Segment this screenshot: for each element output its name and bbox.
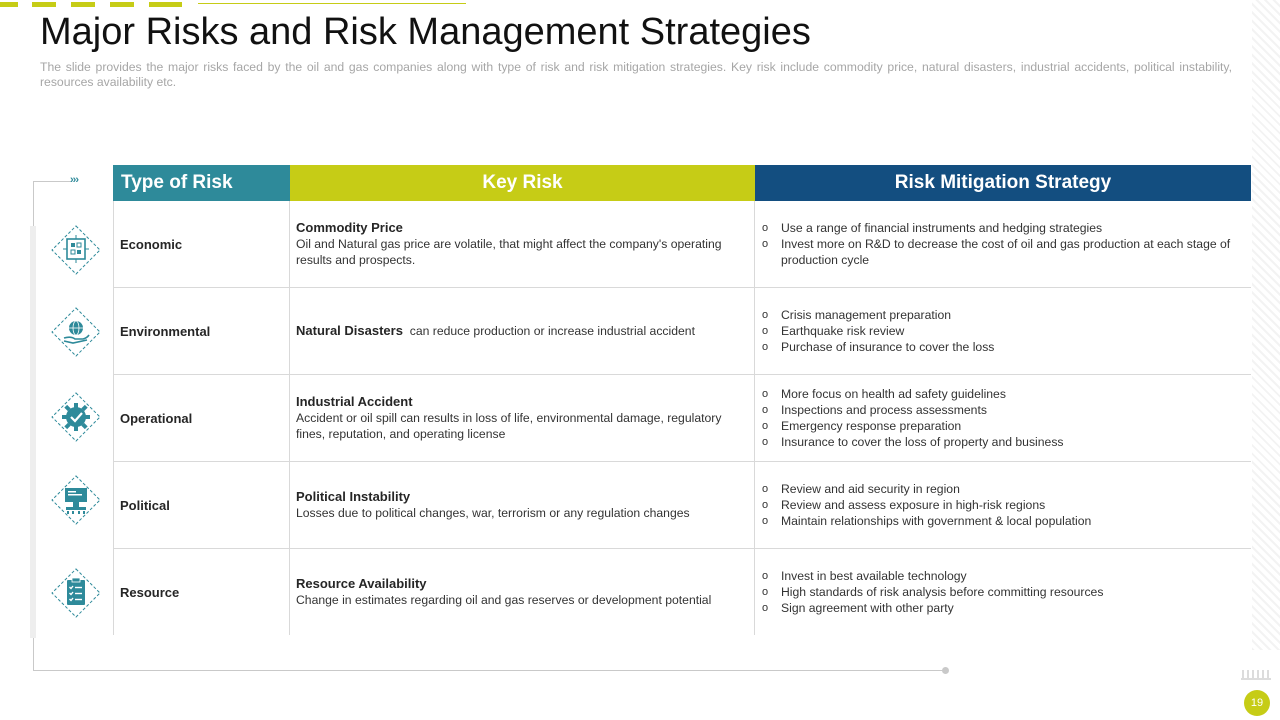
table-row <box>113 375 1251 462</box>
frame-dot <box>942 667 949 674</box>
list-item: o Invest in best available technology <box>762 569 967 583</box>
strategy-text: High standards of risk analysis before committing resources <box>781 585 1104 599</box>
header-key-risk: Key Risk <box>290 165 755 201</box>
list-item: o Inspections and process assessments <box>762 403 987 417</box>
key-risk-description: Change in estimates regarding oil and gas reserves or development potential <box>296 593 712 607</box>
strategy-text: Crisis management preparation <box>781 308 952 322</box>
key-risk-cell <box>290 549 755 635</box>
key-risk-title: Industrial Accident <box>296 394 413 409</box>
strategy-text: Purchase of insurance to cover the loss <box>781 340 995 354</box>
key-risk-cell <box>290 462 755 548</box>
risk-table <box>113 165 1251 635</box>
strategy-text: Inspections and process assessments <box>781 403 987 417</box>
strategy-text: Sign agreement with other party <box>781 601 954 615</box>
key-risk-cell <box>290 288 755 374</box>
checklist-icon <box>51 568 101 618</box>
top-dash <box>32 2 56 7</box>
strategy-text: Earthquake risk review <box>781 324 905 338</box>
header-type-of-risk: Type of Risk <box>113 165 290 201</box>
list-item: o Insurance to cover the loss of property and business <box>762 435 1064 449</box>
strategy-text: Invest in best available technology <box>781 569 967 583</box>
list-item: o Purchase of insurance to cover the loss <box>762 340 995 354</box>
table-row <box>113 288 1251 375</box>
strategy-text: Insurance to cover the loss of property and business <box>781 435 1064 449</box>
footer-decoration <box>1241 668 1271 682</box>
top-dash <box>0 2 18 7</box>
list-item: o Review and aid security in region <box>762 482 960 496</box>
risk-type: Environmental <box>113 288 290 374</box>
risk-type: Economic <box>113 201 290 287</box>
list-item: o High standards of risk analysis before committing resources <box>762 585 1104 599</box>
slide-subtitle: The slide provides the major risks faced by the oil and gas companies along with type of risk and risk mitigation strategies. Key risk include commodity price, natural disasters, industrial accidents, political instability, resources availability etc. <box>40 60 1232 89</box>
key-risk-description: Losses due to political changes, war, terrorism or any regulation changes <box>296 506 690 520</box>
key-risk-description: can reduce production or increase industrial accident <box>409 324 695 338</box>
header-mitigation-strategy: Risk Mitigation Strategy <box>755 165 1251 201</box>
list-item: o Sign agreement with other party <box>762 601 954 615</box>
strategy-text: Use a range of financial instruments and hedging strategies <box>781 221 1103 235</box>
list-item: o Emergency response preparation <box>762 419 962 433</box>
list-item: o Crisis management preparation <box>762 308 952 322</box>
list-item: o Review and assess exposure in high-risk regions <box>762 498 1046 512</box>
strategy-list <box>755 288 1251 374</box>
strategy-text: Review and assess exposure in high-risk regions <box>781 498 1046 512</box>
key-risk-title: Commodity Price <box>296 220 403 235</box>
risk-type: Political <box>113 462 290 548</box>
strategy-list <box>755 549 1251 635</box>
strategy-text: Review and aid security in region <box>781 482 960 496</box>
key-risk-cell <box>290 375 755 461</box>
strategy-text: More focus on health ad safety guidelines <box>781 387 1006 401</box>
top-dash <box>149 2 182 7</box>
key-risk-description: Oil and Natural gas price are volatile, that might affect the company's operating results and prospects. <box>296 237 722 267</box>
key-risk-cell <box>290 201 755 287</box>
chevron-right-icon: ››› <box>70 174 78 186</box>
frame-line <box>33 181 71 182</box>
top-line <box>198 3 466 4</box>
table-row <box>113 462 1251 549</box>
list-item: o Use a range of financial instruments and hedging strategies <box>762 221 1103 235</box>
table-row <box>113 549 1251 635</box>
list-item: o Invest more on R&D to decrease the cost of oil and gas production at each stage of production cycle <box>762 236 1245 268</box>
key-risk-title: Resource Availability <box>296 576 427 591</box>
gear-check-icon <box>51 392 101 442</box>
top-dash <box>110 2 134 7</box>
list-item: o More focus on health ad safety guidelines <box>762 387 1006 401</box>
frame-line <box>33 670 946 671</box>
list-item: o Earthquake risk review <box>762 324 905 338</box>
frame-bar <box>30 226 36 638</box>
top-dash <box>71 2 95 7</box>
circuit-icon <box>51 225 101 275</box>
strategy-text: Maintain relationships with government & local population <box>781 514 1092 528</box>
strategy-list <box>755 201 1251 287</box>
table-header <box>113 165 1251 201</box>
risk-type: Operational <box>113 375 290 461</box>
list-item: o Maintain relationships with government & local population <box>762 514 1092 528</box>
table-row <box>113 201 1251 288</box>
key-risk-description: Accident or oil spill can results in loss of life, environmental damage, regulatory fines, reputation, and operating license <box>296 411 722 441</box>
risk-type: Resource <box>113 549 290 635</box>
strategy-list <box>755 462 1251 548</box>
podium-icon <box>51 475 101 525</box>
globe-hand-icon <box>51 307 101 357</box>
page-number-badge: 19 <box>1244 690 1270 716</box>
slide-title: Major Risks and Risk Management Strategies <box>40 11 811 53</box>
strategy-text: Invest more on R&D to decrease the cost of oil and gas production at each stage of production cycle <box>781 237 1231 267</box>
strategy-list <box>755 375 1251 461</box>
strategy-text: Emergency response preparation <box>781 419 962 433</box>
key-risk-title: Political Instability <box>296 489 411 504</box>
key-risk-title: Natural Disasters <box>296 323 403 338</box>
right-pattern-band <box>1252 0 1280 650</box>
